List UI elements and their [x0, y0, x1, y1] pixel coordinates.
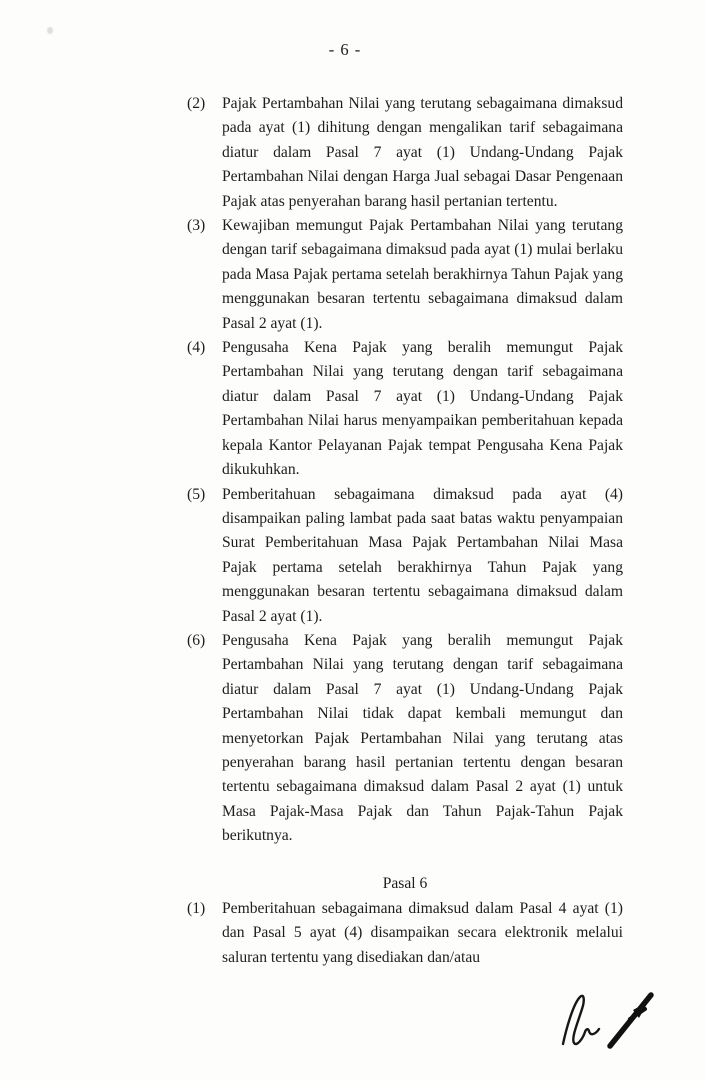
article-heading-pasal-6: Pasal 6: [382, 874, 428, 892]
clause-text: Pengusaha Kena Pajak yang beralih memungut Pajak Pertambahan Nilai yang terutang dengan tarif sebagaimana diatur dalam Pasal 7 ayat (1) Undang-Undang Pajak Pertambahan Nilai tidak dapat kembali memungut dan menyetorkan Pajak Pertambahan Nilai yang terutang atas penyerahan barang hasil pertanian tertentu dengan besaran tertentu sebagaimana dimaksud dalam Pasal 2 ayat (1) untuk Masa Pajak-Masa Pajak dan Tahun Pajak-Tahun Pajak berikutnya.: [222, 631, 623, 845]
clause-number: (1): [187, 900, 206, 917]
clause-ayat-5: [187, 483, 623, 629]
clause-text: Pajak Pertambahan Nilai yang terutang sebagaimana dimaksud pada ayat (1) dihitung dengan mengalikan tarif sebagaimana diatur dalam Pasal 7 ayat (1) Undang-Undang Pajak Pertambahan Nilai dengan Harga Jual sebagai Dasar Pengenaan Pajak atas penyerahan barang hasil pertanian tertentu.: [222, 95, 623, 210]
clause-number: (4): [187, 339, 206, 357]
clause-number: (6): [187, 631, 206, 649]
document-body: [187, 92, 623, 970]
clause-text: Pemberitahuan sebagaimana dimaksud pada ayat (4) disampaikan paling lambat pada saat batas waktu penyampaian Surat Pemberitahuan Masa Pajak Pertambahan Nilai Masa Pajak pertama setelah berakhirnya Tahun Pajak yang menggunakan besaran tertentu sebagaimana dimaksud dalam Pasal 2 ayat (1).: [222, 485, 623, 625]
clause-ayat-2: [187, 92, 623, 214]
paraf-marks-icon: [538, 988, 668, 1060]
clause-number: (2): [187, 95, 206, 112]
clause-text: Pemberitahuan sebagaimana dimaksud dalam Pasal 4 ayat (1) dan Pasal 5 ayat (4) disampaikan secara elektronik melalui saluran tertentu yang disediakan dan/atau: [222, 900, 623, 966]
handwritten-initials: [538, 988, 668, 1060]
clause-text: Kewajiban memungut Pajak Pertambahan Nilai yang terutang dengan tarif sebagaimana dimaksud pada ayat (1) mulai berlaku pada Masa Pajak pertama setelah berakhirnya Tahun Pajak yang menggunakan besaran tertentu sebagaimana dimaksud dalam Pasal 2 ayat (1).: [222, 217, 623, 332]
clause-ayat-6: [187, 629, 623, 849]
page-number: - 6 -: [328, 40, 362, 59]
scan-artifact-dot: [47, 27, 53, 34]
clause-ayat-3: [187, 214, 623, 336]
clause-text: Pengusaha Kena Pajak yang beralih memungut Pajak Pertambahan Nilai yang terutang dengan tarif sebagaimana diatur dalam Pasal 7 ayat (1) Undang-Undang Pajak Pertambahan Nilai harus menyampaikan pemberitahuan kepada kepala Kantor Pelayanan Pajak tempat Pengusaha Kena Pajak dikukuhkan.: [222, 339, 623, 479]
clause-pasal6-ayat-1: [187, 897, 623, 970]
clause-number: (3): [187, 217, 206, 235]
clause-ayat-4: [187, 336, 623, 482]
clause-number: (5): [187, 485, 206, 503]
